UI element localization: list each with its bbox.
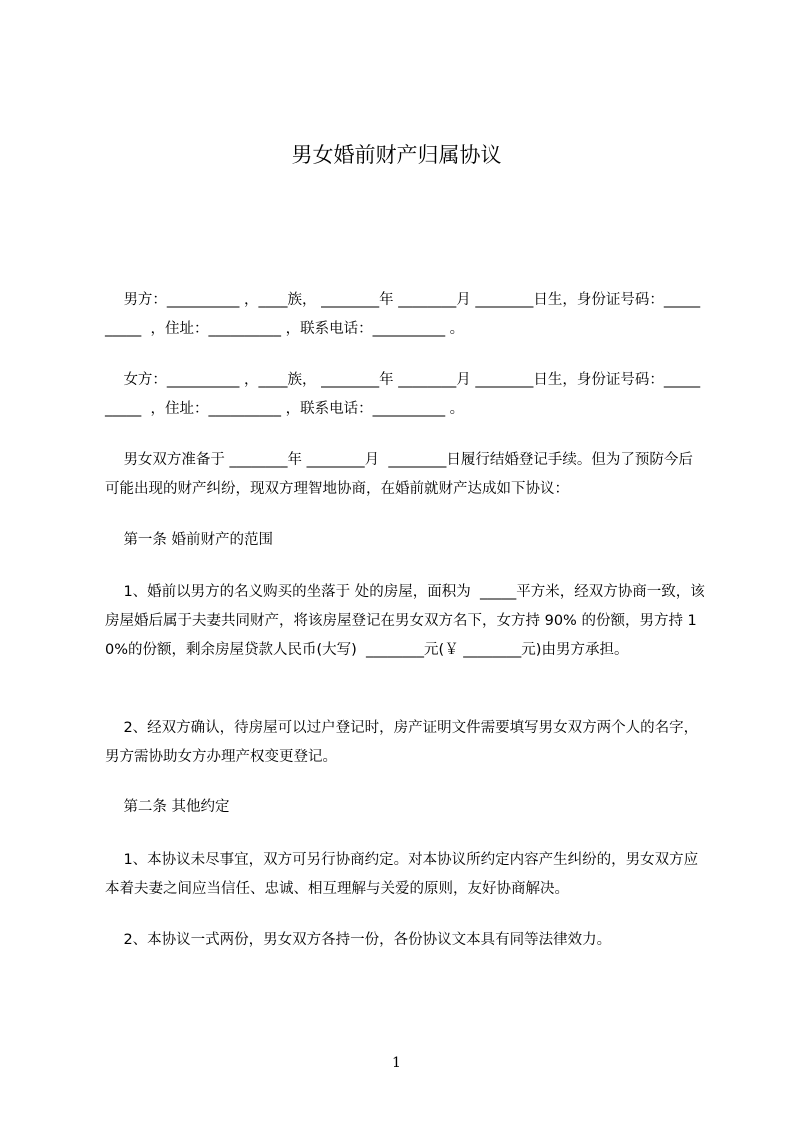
female-party-info: 女方：__________ ，____族， ________年 ________月 ________日生，身份证号码：__________ ，住址：__________ ，联系电话：__________ 。 bbox=[105, 372, 701, 417]
document-title: 男女婚前财产归属协议 bbox=[291, 143, 502, 167]
page-number: 1 bbox=[392, 1055, 401, 1071]
article-two-clause-1: 1、本协议未尽事宜，双方可另行协商约定。对本协议所约定内容产生纠纷的，男女双方应本着夫妻之间应当信任、忠诚、相互理解与关爱的原则，友好协商解决。 bbox=[105, 852, 699, 897]
article-one-heading: 第一条 婚前财产的范围 bbox=[105, 532, 274, 548]
article-one-clause-1: 1、婚前以男方的名义购买的坐落于 处的房屋，面积为 _____平方米，经双方协商一致，该房屋婚后属于夫妻共同财产，将该房屋登记在男女双方名下，女方持 90% 的份额，男方持 10%的份额，剩余房屋贷款人民币(大写) ________元(￥ ________元)由男方承担。 bbox=[105, 584, 705, 658]
agreement-preamble: 男女双方准备于 ________年 ________月 ________日履行结婚登记手续。但为了预防今后可能出现的财产纠纷，现双方理智地协商，在婚前就财产达成如下协议： bbox=[105, 452, 693, 497]
article-two-clause-2: 2、本协议一式两份，男女双方各持一份，各份协议文本具有同等法律效力。 bbox=[105, 932, 612, 948]
article-two-heading: 第二条 其他约定 bbox=[105, 799, 230, 815]
male-party-info: 男方：__________ ，____族， ________年 ________月 ________日生，身份证号码：__________ ，住址：__________ ，联系电话：__________ 。 bbox=[105, 292, 701, 337]
article-one-clause-2: 2、经双方确认，待房屋可以过户登记时，房产证明文件需要填写男女双方两个人的名字，男方需协助女方办理产权变更登记。 bbox=[105, 720, 699, 765]
